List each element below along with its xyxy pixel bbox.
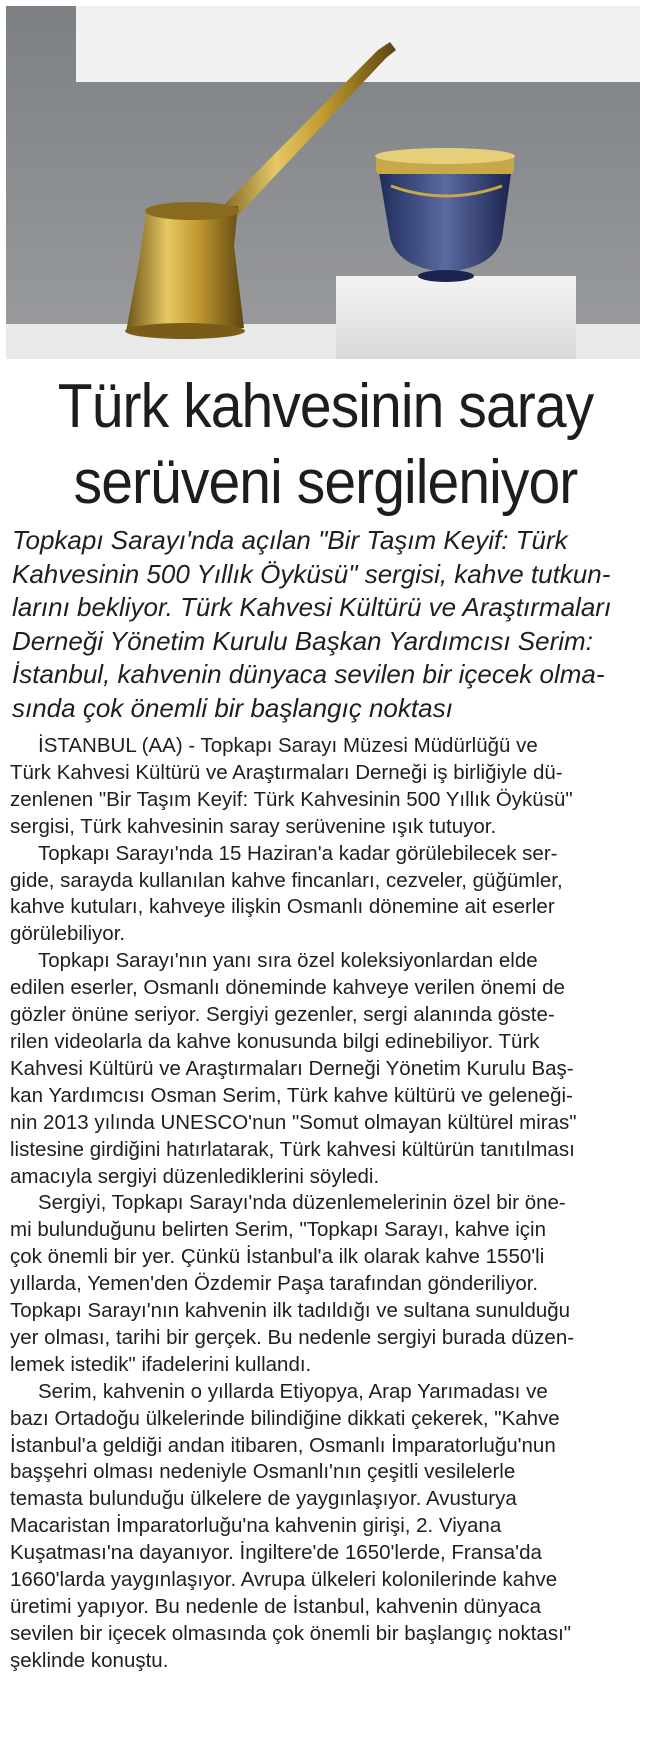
- lead-line: Derneği Yönetim Kurulu Başkan Yardımcısı Serim:: [12, 625, 593, 656]
- body-line: İSTANBUL (AA) - Topkapı Sarayı Müzesi Müdürlüğü ve: [38, 734, 538, 757]
- lead-paragraph: [12, 524, 644, 725]
- lead-line: Topkapı Sarayı'nda açılan "Bir Taşım Keyif: Türk: [12, 525, 568, 555]
- body-line: edilen eserler, Osmanlı döneminde kahveye verilen önemi de: [10, 976, 565, 1000]
- lead-line: İstanbul, kahvenin dünyaca sevilen bir içecek olma-: [12, 659, 605, 689]
- body-line: üretimi yapıyor. Bu nedenle de İstanbul, kahvenin dünyaca: [10, 1595, 542, 1618]
- body-line: Türk Kahvesi Kültürü ve Araştırmaları Derneği iş birliğiyle dü-: [10, 760, 563, 784]
- body-line: Kuşatması'na dayanıyor. İngiltere'de 1650'lerde, Fransa'da: [10, 1541, 542, 1565]
- body-line: İstanbul'a geldiği andan itibaren, Osmanlı İmparatorluğu'nun: [10, 1433, 556, 1457]
- body-line: yer olması, tarihi bir gerçek. Bu nedenle sergiyi burada düzen-: [10, 1325, 575, 1349]
- body-line: bazı Ortadoğu ülkelerinde bilindiğine dikkati çekerek, "Kahve: [10, 1406, 560, 1430]
- body-line: amacıyla sergiyi düzenlediklerini söyledi.: [10, 1164, 380, 1188]
- body-line: kan Yardımcısı Osman Serim, Türk kahve kültürü ve geleneği-: [10, 1083, 573, 1107]
- body-line: çok önemli bir yer. Çünkü İstanbul'a ilk olarak kahve 1550'li: [10, 1245, 545, 1269]
- body-line: mi bulunduğunu belirten Serim, "Topkapı Sarayı, kahve için: [10, 1218, 547, 1242]
- body-line: Serim, kahvenin o yıllarda Etiyopya, Arap Yarımadası ve: [38, 1379, 548, 1403]
- lead-line: larını bekliyor. Türk Kahvesi Kültürü ve Araştırmaları: [12, 592, 612, 622]
- body-line: Kahvesi Kültürü ve Araştırmaları Derneği Yönetim Kurulu Baş-: [10, 1056, 574, 1080]
- coffee-pot-and-cup-image: [6, 6, 640, 359]
- body-line: 1660'larda yaygınlaşıyor. Avrupa ülkeleri kolonilerinde kahve: [10, 1568, 558, 1592]
- body-line: nin 2013 yılında UNESCO'nun "Somut olmayan kültürel miras": [10, 1110, 577, 1134]
- lead-line: sında çok önemli bir başlangıç noktası: [12, 692, 453, 723]
- body-line: temasta bulunduğu ülkelere de yaygınlaşıyor. Avusturya: [10, 1487, 517, 1511]
- body-line: lemek istedik" ifadelerini kullandı.: [10, 1352, 312, 1376]
- body-line: Macaristan İmparatorluğu'na kahvenin girişi, 2. Viyana: [10, 1514, 502, 1538]
- headline-line-1: Türk kahvesinin saray: [57, 372, 594, 441]
- article-photo: [6, 6, 640, 359]
- body-line: görülebiliyor.: [10, 922, 126, 946]
- body-line: listesine girdiğini hatırlatarak, Türk kahvesi kültürün tanıtılması: [10, 1137, 575, 1161]
- body-line: rilen videolarla da kahve konusunda bilgi edinebiliyor. Türk: [10, 1029, 540, 1053]
- body-line: Topkapı Sarayı'nın yanı sıra özel koleksiyonlardan elde: [38, 949, 538, 973]
- lead-line: Kahvesinin 500 Yıllık Öyküsü" sergisi, kahve tutkun-: [12, 558, 611, 589]
- body-line: sergisi, Türk kahvesinin saray serüvenine ışık tutuyor.: [10, 814, 497, 838]
- body-line: sevilen bir içecek olmasında çok önemli bir başlangıç noktası": [10, 1621, 572, 1645]
- body-line: başşehri olması nedeniyle Osmanlı'nın çeşitli vesilelerle: [10, 1460, 516, 1484]
- headline-line-2: serüveni sergileniyor: [73, 448, 578, 517]
- body-line: kahve kutuları, kahveye ilişkin Osmanlı dönemine ait eserler: [10, 895, 555, 919]
- body-line: yıllarda, Yemen'den Özdemir Paşa tarafından gönderiliyor.: [10, 1272, 539, 1296]
- body-line: Topkapı Sarayı'nın kahvenin ilk tadıldığı ve sultana sunulduğu: [10, 1299, 571, 1323]
- body-line: zenlenen "Bir Taşım Keyif: Türk Kahvesinin 500 Yıllık Öyküsü": [10, 787, 573, 811]
- body-line: Sergiyi, Topkapı Sarayı'nda düzenlemelerinin özel bir öne-: [38, 1191, 566, 1215]
- body-line: gözler önüne seriyor. Sergiyi gezenler, sergi alanında göste-: [10, 1003, 555, 1027]
- body-line: Topkapı Sarayı'nda 15 Haziran'a kadar görülebilecek ser-: [38, 841, 558, 865]
- body-line: gide, sarayda kullanılan kahve fincanları, cezveler, güğümler,: [10, 868, 563, 892]
- body-line: şeklinde konuştu.: [10, 1648, 169, 1672]
- article-body: [10, 733, 646, 1675]
